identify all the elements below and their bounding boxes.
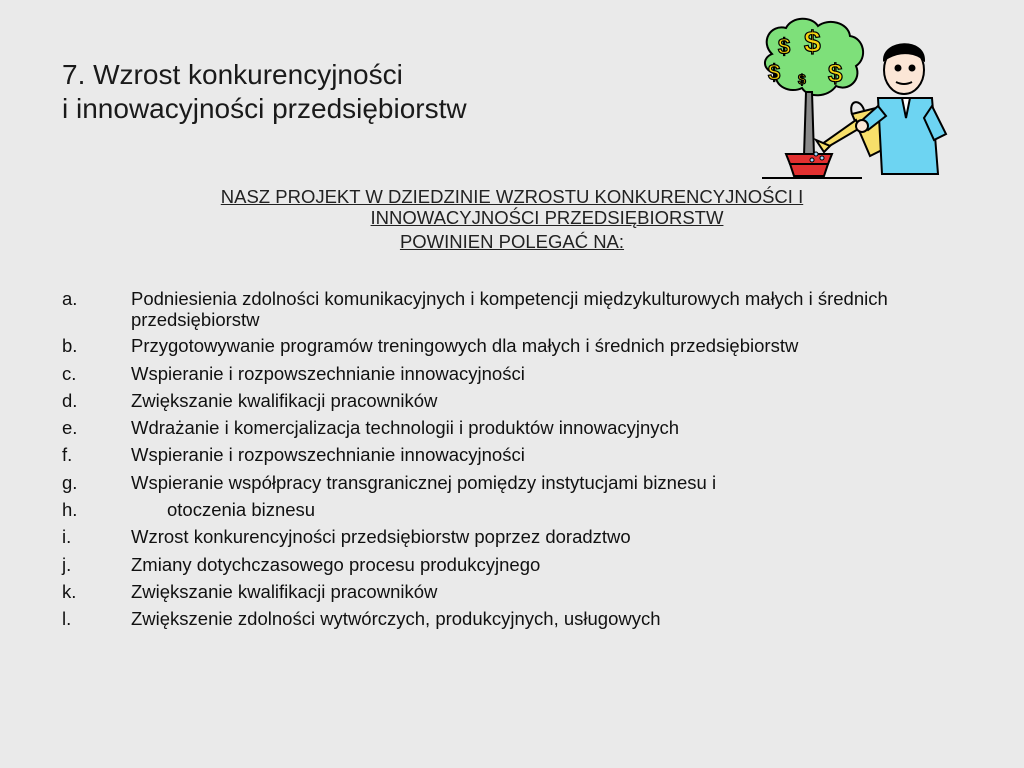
dollar-sign-4: $ <box>798 71 806 87</box>
list-item <box>62 390 992 412</box>
slide-title-line-1: 7. Wzrost konkurencyjności <box>62 59 403 90</box>
list-item-text: Podniesienia zdolności komunikacyjnych i kompetencji międzykulturowych małych i średnich przedsiębiorstw <box>131 288 888 330</box>
list-item-text: Wspieranie współpracy transgranicznej pomiędzy instytucjami biznesu i <box>131 471 717 493</box>
list-item <box>62 363 992 385</box>
dollar-sign-5: $ <box>828 58 843 88</box>
list-marker: h. <box>62 499 78 521</box>
list-item-text: Wzrost konkurencyjności przedsiębiorstw poprzez doradztwo <box>131 526 631 548</box>
list-marker: f. <box>62 444 73 466</box>
list-item-text: Zwiększanie kwalifikacji pracowników <box>131 389 438 411</box>
list-marker: g. <box>62 471 78 493</box>
list-marker: k. <box>62 580 77 602</box>
list-marker: i. <box>62 526 72 548</box>
dollar-sign-1: $ <box>778 34 791 59</box>
section-heading-line-2: INNOWACYJNOŚCI PRZEDSIĘBIORSTW <box>370 207 724 228</box>
section-heading-line-3: POWINIEN POLEGAĆ NA: <box>399 231 625 252</box>
dollar-sign-3: $ <box>768 60 781 85</box>
list-marker: d. <box>62 389 78 411</box>
list-item <box>62 499 992 521</box>
slide-title-line-2: i innowacyjności przedsiębiorstw <box>62 93 467 124</box>
list-item-text: Zwiększenie zdolności wytwórczych, produkcyjnych, usługowych <box>131 608 661 630</box>
list-item <box>62 581 992 603</box>
list-item <box>62 444 992 466</box>
list-marker: e. <box>62 417 78 439</box>
dollar-sign-2: $ <box>804 26 821 59</box>
list-item-text: Przygotowywanie programów treningowych dla małych i średnich przedsiębiorstw <box>131 335 799 357</box>
list-item-text: Zwiększanie kwalifikacji pracowników <box>131 580 438 602</box>
list-marker: c. <box>62 362 77 384</box>
list-marker: l. <box>62 608 72 630</box>
list-item-text: Wdrażanie i komercjalizacja technologii i produktów innowacyjnych <box>131 417 680 439</box>
list-item-text: Wspieranie i rozpowszechnianie innowacyjności <box>131 362 525 384</box>
list-item-text: Wspieranie i rozpowszechnianie innowacyjności <box>131 444 525 466</box>
project-goals-list <box>62 288 992 636</box>
list-item-text: Zmiany dotychczasowego procesu produkcyjnego <box>131 553 541 575</box>
list-item <box>62 526 992 548</box>
list-item <box>62 288 992 330</box>
list-item <box>62 472 992 494</box>
list-item <box>62 554 992 576</box>
section-heading-line-1: NASZ PROJEKT W DZIEDZINIE WZROSTU KONKURENCYJNOŚCI I <box>220 186 804 207</box>
money-tree-watering-icon <box>752 14 952 182</box>
slide-title <box>62 58 467 126</box>
list-item-text: otoczenia biznesu <box>167 499 316 521</box>
list-marker: j. <box>62 553 72 575</box>
list-item <box>62 608 992 630</box>
section-heading <box>0 186 1024 252</box>
list-marker: a. <box>62 288 78 309</box>
list-item <box>62 335 992 357</box>
list-item <box>62 417 992 439</box>
list-marker: b. <box>62 335 78 357</box>
